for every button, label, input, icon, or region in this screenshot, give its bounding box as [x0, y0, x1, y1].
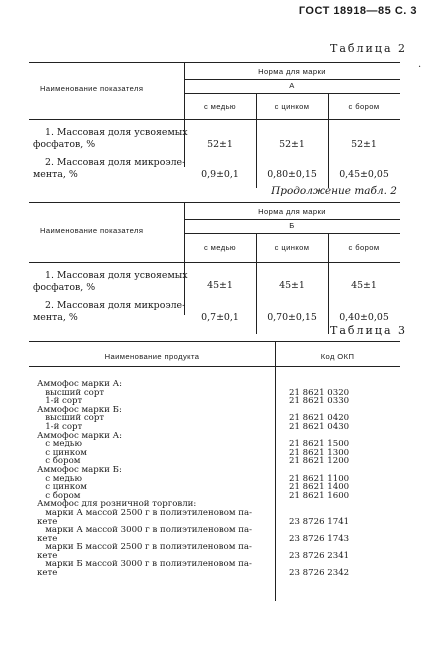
table-3-product-row: с медью: [37, 473, 82, 484]
table-3-product-row: высший сорт: [37, 413, 105, 424]
table-2-cell: 0,9±0,1: [201, 169, 239, 180]
table-3-code-row: 21 8621 0420: [289, 413, 350, 424]
table-3-code-row: 21 8621 1500: [289, 439, 350, 450]
table-2-subcol: с бором: [348, 102, 380, 111]
table-3-code-list: [289, 380, 397, 578]
table-2-param-header: Наименование показателя: [40, 84, 144, 93]
table-2-subcol: с медью: [203, 102, 237, 111]
table-3-code-row: 23 8726 2341: [289, 550, 350, 561]
table-3-caption: Таблица 3: [330, 324, 407, 337]
table-3-product-row: Аммофос марки А:: [37, 430, 123, 441]
table-2-cell: 52±1: [207, 139, 233, 150]
table-2c-cell: 0,70±0,15: [267, 312, 317, 323]
table-2-cell: 0,45±0,05: [339, 169, 389, 180]
table-2c-param-header: Наименование показателя: [40, 226, 144, 235]
table-3-product-row: марки А массой 2500 г в полиэтиленовом па-: [37, 507, 253, 518]
table-3-code-row: 21 8621 0430: [289, 421, 350, 432]
table-3-code-row: 21 8621 1600: [289, 490, 350, 501]
table-2-subcol: с цинком: [274, 102, 310, 111]
table-3-code-row: 21 8621 1200: [289, 456, 350, 467]
table-2c-row-label: 2. Массовая доля микроэле-: [45, 300, 186, 311]
table-3-product-row: с цинком: [37, 447, 87, 458]
table-3-code-row: 21 8621 0320: [289, 387, 350, 398]
table-3-product-header: Наименование продукта: [104, 352, 200, 361]
table-3-product-row: кете: [37, 533, 58, 544]
table-3-code-row: 21 8621 1300: [289, 447, 350, 458]
table-2-cell: 52±1: [351, 139, 377, 150]
table-3-product-row: марки Б массой 3000 г в полиэтиленовом па-: [37, 559, 252, 570]
table-3-code-row: 23 8726 2342: [289, 568, 350, 579]
table-3-product-row: Аммофос для розничной торговли:: [37, 499, 197, 510]
table-3-product-row: с медью: [37, 439, 82, 450]
table-2c-subcol: с цинком: [274, 243, 310, 252]
table-3-code-row: [289, 500, 397, 509]
table-3-product-list: [37, 380, 273, 578]
table-3-code-header: Код ОКП: [320, 352, 355, 361]
table-3-product-row: с бором: [37, 456, 81, 467]
table-3-code-row: 21 8621 1100: [289, 473, 350, 484]
table-3-code-row: 21 8621 1400: [289, 482, 350, 493]
table-2c-norm-header: Норма для марки: [258, 207, 326, 216]
table-2-norm-header: Норма для марки: [258, 67, 326, 76]
table-2-grade: А: [289, 81, 295, 90]
table-2c-row-label: фосфатов, %: [33, 282, 96, 293]
table-2c-cell: 0,7±0,1: [201, 312, 239, 323]
table-2c-subcol: с бором: [348, 243, 380, 252]
table-2-caption: Таблица 2: [330, 42, 407, 55]
table-2c-row-label: мента, %: [33, 312, 78, 323]
table-2c-cell: 0,40±0,05: [339, 312, 389, 323]
table-2-row-label: фосфатов, %: [33, 139, 96, 150]
table-3-product-row: с цинком: [37, 482, 87, 493]
document-header: ГОСТ 18918—85 С. 3: [298, 5, 417, 17]
table-3-product-row: 1-й сорт: [37, 421, 83, 432]
table-3-product-row: 1-й сорт: [37, 396, 83, 407]
table-3-product-row: Аммофос марки А:: [37, 379, 123, 389]
table-3-product-row: кете: [37, 550, 58, 561]
table-3-product-row: кете: [37, 516, 58, 527]
table-2c-cell: 45±1: [279, 280, 305, 291]
table-3-product-row: Аммофос марки Б:: [37, 464, 122, 475]
table-3-product-row: Аммофос марки Б:: [37, 404, 122, 415]
table-2-continuation-caption: Продолжение табл. 2: [271, 185, 397, 197]
margin-mark: ·: [418, 62, 422, 73]
table-2c-cell: 45±1: [351, 280, 377, 291]
table-2c-grade: Б: [289, 221, 295, 230]
table-2-cell: 0,80±0,15: [267, 169, 317, 180]
table-2-row-label: мента, %: [33, 169, 78, 180]
table-3-code-row: 23 8726 1741: [289, 516, 350, 527]
table-2-row-label: 2. Массовая доля микроэле-: [45, 157, 186, 168]
table-3-product-row: марки Б массой 2500 г в полиэтиленовом па-: [37, 542, 252, 553]
table-2c-subcol: с медью: [203, 243, 237, 252]
table-2c-cell: 45±1: [207, 280, 233, 291]
table-2-cell: 52±1: [279, 139, 305, 150]
table-3-code-row: 23 8726 1743: [289, 533, 350, 544]
table-3-code-row: 21 8621 0330: [289, 396, 350, 407]
table-3-product-row: с бором: [37, 490, 81, 501]
table-2-row-label: 1. Массовая доля усвояемых: [45, 127, 188, 138]
table-3-product-row: марки А массой 3000 г в полиэтиленовом па-: [37, 525, 253, 536]
table-2c-row-label: 1. Массовая доля усвояемых: [45, 270, 188, 281]
table-3-product-row: высший сорт: [37, 387, 105, 398]
table-3-product-row: кете: [37, 568, 58, 579]
